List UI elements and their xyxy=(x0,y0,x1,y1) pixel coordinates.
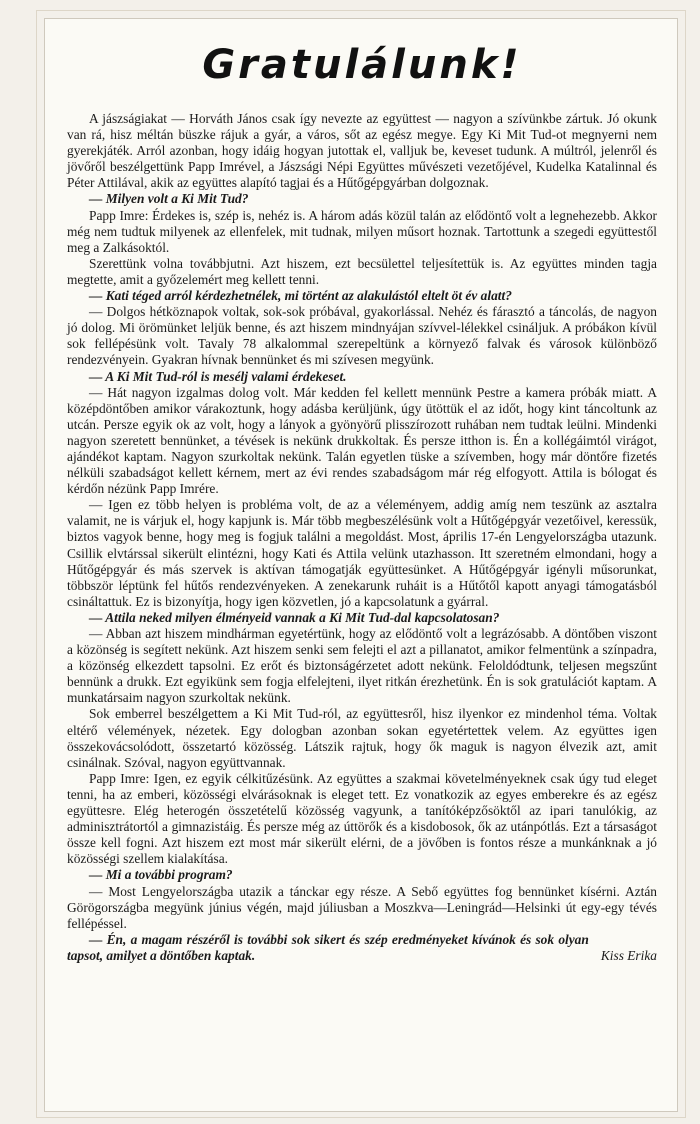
article-body xyxy=(67,111,657,932)
article-paragraph: Papp Imre: Érdekes is, szép is, nehéz is. A három adás közül talán az elődöntő volt a legnehezebb. Akkor még nem tudtuk milyenek az ellenfelek, mit tudnak, milyen műsort hoznak. Tartottunk a szegedi együttestől meg a Zalkásoktól. xyxy=(67,207,657,255)
article-paragraph: Papp Imre: Igen, ez egyik célkitűzésünk. Az együttes a szakmai követelményeknek csak úgy tud eleget tenni, ha az emberi, közösségi elvárásoknak is eleget tett. Ez vonatkozik az egyes emberekre és az egész együttesre. Elég heterogén összetételű közösség vagyunk, a tanítóképzősöktől az ipari tanulókig, az adminisztrátortól a gimnazistáig. És persze még az úttörők és a kisdobosok, ők az utánpótlás. Ezt a társaságot össze kell fogni. Azt hiszem ezt most már sikerült elérni, de a jövőben is fontos része a munkánknak a jó közösségi szellem kialakítása. xyxy=(67,770,657,867)
headline: Gratulálunk! xyxy=(202,42,522,88)
interview-question: — Kati téged arról kérdezhetnélek, mi történt az alakulástól eltelt öt év alatt? xyxy=(89,288,512,304)
signature-row xyxy=(67,932,657,964)
article-paragraph: Szerettünk volna továbbjutni. Azt hiszem, ezt becsülettel teljesítettük is. Az együttes minden tagja megtette, amit a győzelemért meg kellett tenni. xyxy=(67,255,657,287)
article-paragraph: — Igen ez több helyen is probléma volt, de az a véleményem, addig amíg nem teszünk az asztalra valamit, ne is várjuk el, hogy kapjunk is. Már több megbeszélésünk volt a Hűtőgépgyár vezetőivel, keressük, biztos vagyok benne, hogy meg is fogjuk találni a megoldást. Most, április 17-én Lengyelországba utazunk. Csillik elvtárssal sikerült elintézni, hogy Kati és Attila velünk utazhasson. Itt szeretném elmondani, hogy a Hűtőgépgyár és más szervek is aktívan támogatják együttesünket. A Hűtőgépgyár igényli műsorunkat, többször léptünk fel hűtős rendezvényeken. A zenekarunk ruháit is a Hűtőtől kapott anyagi támogatásból csináltattuk. Ez is bizonyítja, hogy igen közvetlen, jó a kapcsolatunk a gyárral. xyxy=(67,497,657,609)
author-name: Kiss Erika xyxy=(600,947,657,963)
article-paragraph: — Dolgos hétköznapok voltak, sok-sok próbával, gyakorlással. Nehéz és fárasztó a táncolás, de nagyon jó dolog. Mi örömünket leljük benne, és azt hiszem mindnyájan szívvel-lélekkel csináljuk. A próbákon kívül sok fellépésünk volt. Tavaly 78 alkalommal szerepeltünk a környező falvak és városok különböző rendezvényein. Gyakran hívnak bennünket és mi szívesen megyünk. xyxy=(67,304,657,368)
article-paragraph: — Most Lengyelországba utazik a tánckar egy része. A Sebő együttes fog bennünket kísérni. Aztán Görögországba megyünk június végén, majd júliusban a Moszkva—Leningrád—Helsinki út egy-egy tévés fellépéssel. xyxy=(67,883,657,931)
interview-question: — Milyen volt a Ki Mit Tud? xyxy=(89,191,249,207)
article-paragraph: — Hát nagyon izgalmas dolog volt. Már kedden fel kellett mennünk Pestre a kamera próbák miatt. A középdöntőben amikor várakoztunk, hogy adásba kerüljünk, úgy ütöttük el az időt, hogy kint táncoltunk az utcán. Persze egyik ok az volt, hogy a lányok a gyönyörű plisszírozott ruhában nem tudtak leülni. Mindenki nagyon szeretett bennünket, a tévések is nekünk drukkoltak. És persze itthon is. Én a kollégáimtól virágot, ajándékot kaptam. Nagyon szurkoltak nekünk. Talán egyetlen tüske a szívemben, hogy már döntőre fizetés nélküli szabadságot kellett kérnem, mert az évi rendes szabadságom már rég elfogyott. Attila is bólogat és kérdőn nézünk Papp Imrére. xyxy=(67,384,657,497)
interview-question: — Attila neked milyen élményeid vannak a Ki Mit Tud-dal kapcsolatosan? xyxy=(89,609,500,625)
interview-question: — A Ki Mit Tud-ról is mesélj valami érdekeset. xyxy=(89,368,347,384)
article-paragraph: A jászságiakat — Horváth János csak így nevezte az együttest — nagyon a szívünkbe zártuk. Jó okunk van rá, hisz méltán büszke rájuk a gyár, a város, sőt az egész megye. Egy Ki Mit Tud-ot megnyerni nem gyerekjáték. Arról azonban, hogy idáig hogyan jutottak el, valljuk be, keveset tudunk. A múltról, jelenről és jövőről beszélgettünk Papp Imrével, a Jászsági Népi Együttes művészeti vezetőjével, Kudelka Katalinnal és Péter Attilával, akik az együttes alapító tagjai és a Hűtőgépgyárban dolgoznak. xyxy=(67,111,657,191)
article-paragraph: — Abban azt hiszem mindhárman egyetértünk, hogy az elődöntő volt a legrázósabb. A döntőben viszont a közönség is segített nekünk. Azt hiszem senki sem felejti el azt a pillanatot, amikor felmentünk a színpadra, a közönség elkezdett tapsolni. Ez erőt és biztonságérzetet adott nekünk. Feloldódtunk, teljesen megszűnt bennünk a drukk. Ezt egyikünk sem fogja elfelejteni, ilyet ritkán érezhetünk. Én is sok gratulációt kaptam. A munkatársaim nagyon szurkoltak nekünk. xyxy=(67,626,657,706)
newspaper-clipping xyxy=(44,18,678,1112)
article-paragraph: Sok emberrel beszélgettem a Ki Mit Tud-ról, az együttesről, hisz ilyenkor ez mindenhol téma. Voltak eltérő vélemények, nézetek. Egy dologban azonban sokan egyetértettek velem. Az együttes igen összekovácsolódott, összetartó közösség. Látszik rajtuk, hogy ők maguk is nagyon élvezik azt, amit csinálnak. Szóval, nagyon együttvannak. xyxy=(67,706,657,770)
interview-question: — Mi a további program? xyxy=(89,867,233,883)
closing-remark: — Én, a magam részéről is további sok sikert és szép eredményeket kívánok és sok olyan tapsot, amilyet a döntőben kaptak. xyxy=(67,931,589,963)
